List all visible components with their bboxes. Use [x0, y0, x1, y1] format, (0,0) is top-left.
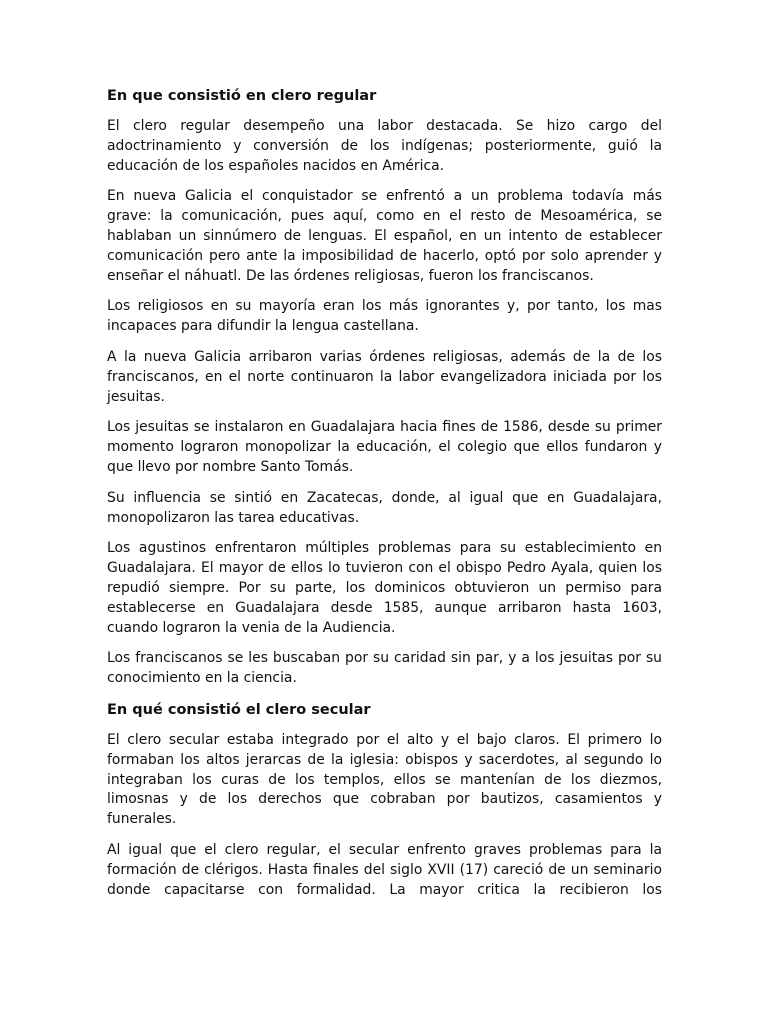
paragraph: Los religiosos en su mayoría eran los más ignorantes y, por tanto, los mas incapaces para difundir la lengua castellana. [107, 298, 662, 335]
paragraph: Los franciscanos se les buscaban por su caridad sin par, y a los jesuitas por su conocimiento en la ciencia. [107, 650, 662, 687]
paragraph: Los agustinos enfrentaron múltiples problemas para su establecimiento en Guadalajara. El mayor de ellos lo tuvieron con el obispo Pedro Ayala, quien los repudió siempre. Por su parte, los dominicos obtuvieron un permiso para establecerse en Guadalajara desde 1585, aunque arribaron hasta 1603, cuando lograron la venia de la Audiencia. [107, 540, 662, 636]
paragraph: El clero secular estaba integrado por el alto y el bajo claros. El primero lo formaban los altos jerarcas de la iglesia: obispos y sacerdotes, al segundo lo integraban los curas de los templos, ellos se mantenían de los diezmos, limosnas y de los derechos que cobraban por bautizos, casamientos y funerales. [107, 731, 662, 828]
paragraph: A la nueva Galicia arribaron varias órdenes religiosas, además de la de los franciscanos, en el norte continuaron la labor evangelizadora iniciada por los jesuitas. [107, 348, 662, 405]
paragraph: Su influencia se sintió en Zacatecas, donde, al igual que en Guadalajara, monopolizaron las tarea educativas. [107, 489, 662, 526]
paragraph: Al igual que el clero regular, el secular enfrento graves problemas para la formación de clérigos. Hasta finales del siglo XVII (17) careció de un seminario donde capacitarse con formalidad. La mayor critica la recibieron los [107, 841, 662, 898]
paragraph: El clero regular desempeño una labor destacada. Se hizo cargo del adoctrinamiento y conversión de los indígenas; posteriormente, guió la educación de los españoles nacidos en América. [107, 118, 662, 174]
paragraph: En nueva Galicia el conquistador se enfrentó a un problema todavía más grave: la comunicación, pues aquí, como en el resto de Mesoamérica, se hablaban un sinnúmero de lenguas. El español, en un intento de establecer comunicación pero ante la imposibilidad de hacerlo, optó por solo aprender y enseñar el náhuatl. De las órdenes religiosas, fueron los franciscanos. [107, 188, 662, 284]
heading-clero-regular: En que consistió en clero regular [107, 88, 377, 104]
heading-clero-secular: En qué consistió el clero secular [107, 701, 371, 718]
document-page [107, 86, 662, 911]
paragraph: Los jesuitas se instalaron en Guadalajara hacia fines de 1586, desde su primer momento lograron monopolizar la educación, el colegio que ellos fundaron y que llevo por nombre Santo Tomás. [107, 419, 662, 475]
